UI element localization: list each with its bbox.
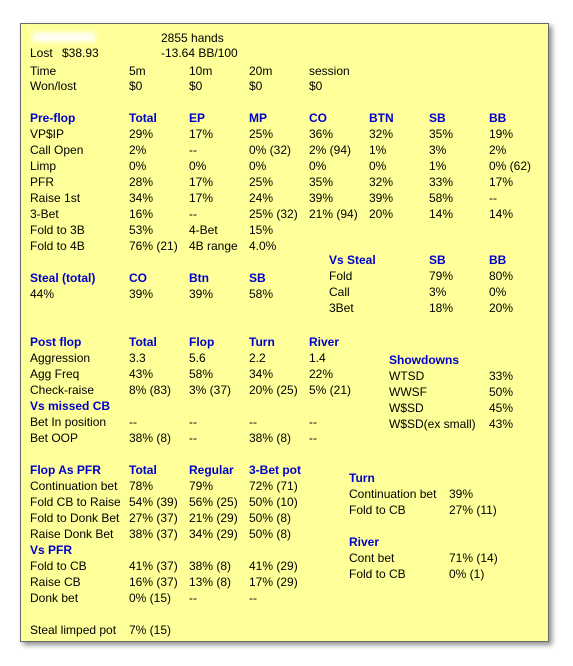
missed-cb-cell: -- <box>249 415 257 429</box>
preflop-cell: 0% <box>129 159 147 173</box>
flop-pfr-cell: 56% (25) <box>189 495 238 509</box>
preflop-cell: 2% (94) <box>309 143 352 157</box>
showdown-label: W$SD(ex small) <box>389 417 476 431</box>
postflop-cell: 1.4 <box>309 351 326 365</box>
postflop-header-0: Post flop <box>30 335 82 349</box>
preflop-cell: 17% <box>489 175 514 189</box>
won-lost-value-3: $0 <box>309 79 323 93</box>
river-heading: River <box>349 535 380 549</box>
postflop-row-label: Agg Freq <box>30 367 80 381</box>
steal-limped-label: Steal limped pot <box>30 623 117 637</box>
vs-pfr-cell: 17% (29) <box>249 575 298 589</box>
vs-steal-row-label: 3Bet <box>329 301 354 315</box>
preflop-cell: 4B range <box>189 239 238 253</box>
postflop-header-3: Turn <box>249 335 275 349</box>
preflop-cell: 17% <box>189 175 214 189</box>
vs-pfr-cell: 38% (8) <box>189 559 232 573</box>
flop-pfr-cell: 54% (39) <box>129 495 178 509</box>
vs-pfr-cell: 16% (37) <box>129 575 178 589</box>
flop-pfr-cell: 72% (71) <box>249 479 298 493</box>
steal-cell: 39% <box>129 287 154 301</box>
vs-pfr-cell: 0% (15) <box>129 591 172 605</box>
showdowns-heading: Showdowns <box>389 353 459 367</box>
time-window-1: 10m <box>189 64 213 78</box>
showdown-value: 43% <box>489 417 514 431</box>
preflop-cell: 39% <box>309 191 334 205</box>
preflop-cell: 15% <box>249 223 274 237</box>
preflop-row-label: 3-Bet <box>30 207 59 221</box>
postflop-cell: 8% (83) <box>129 383 172 397</box>
postflop-cell: 43% <box>129 367 154 381</box>
preflop-cell: 19% <box>489 127 514 141</box>
vs-missed-cb-heading: Vs missed CB <box>30 399 111 413</box>
preflop-row-label: Limp <box>30 159 57 173</box>
won-lost-value-2: $0 <box>249 79 263 93</box>
preflop-cell: 2% <box>129 143 147 157</box>
vs-pfr-row-label: Donk bet <box>30 591 79 605</box>
preflop-cell: 0% <box>309 159 327 173</box>
turn-row-label: Continuation bet <box>349 487 437 501</box>
preflop-cell: 29% <box>129 127 154 141</box>
postflop-cell: 2.2 <box>249 351 266 365</box>
river-cell: 71% (14) <box>449 551 498 565</box>
flop-pfr-cell: 50% (8) <box>249 527 292 541</box>
postflop-cell: 20% (25) <box>249 383 298 397</box>
postflop-row-label: Aggression <box>30 351 91 365</box>
preflop-cell: 0% <box>369 159 387 173</box>
preflop-cell: 24% <box>249 191 274 205</box>
vs-steal-row-label: Fold <box>329 269 353 283</box>
preflop-cell: -- <box>489 191 497 205</box>
missed-cb-row-label: Bet OOP <box>30 431 79 445</box>
preflop-row-label: Raise 1st <box>30 191 81 205</box>
preflop-header-4: CO <box>309 111 327 125</box>
preflop-cell: 32% <box>369 127 394 141</box>
preflop-header-2: EP <box>189 111 206 125</box>
preflop-cell: 32% <box>369 175 394 189</box>
time-window-2: 20m <box>249 64 273 78</box>
missed-cb-cell: -- <box>129 415 137 429</box>
steal-header-1: CO <box>129 271 147 285</box>
time-window-3: session <box>309 64 350 78</box>
showdown-value: 45% <box>489 401 514 415</box>
vs-steal-cell: 80% <box>489 269 514 283</box>
preflop-cell: 39% <box>369 191 394 205</box>
postflop-header-4: River <box>309 335 340 349</box>
preflop-row-label: Call Open <box>30 143 84 157</box>
flop-pfr-row-label: Fold CB to Raise <box>30 495 121 509</box>
vs-steal-cell: 79% <box>429 269 454 283</box>
preflop-cell: 21% (94) <box>309 207 358 221</box>
vs-pfr-cell: 41% (29) <box>249 559 298 573</box>
flop-pfr-cell: 78% <box>129 479 154 493</box>
preflop-cell: -- <box>189 207 197 221</box>
turn-cell: 39% <box>449 487 474 501</box>
preflop-cell: 16% <box>129 207 154 221</box>
steal-header-2: Btn <box>189 271 209 285</box>
missed-cb-cell: -- <box>309 431 317 445</box>
turn-cell: 27% (11) <box>449 503 497 517</box>
preflop-cell: 1% <box>429 159 447 173</box>
time-label: Time <box>30 64 57 78</box>
preflop-row-label: Fold to 3B <box>30 223 85 237</box>
missed-cb-row-label: Bet In position <box>30 415 107 429</box>
preflop-cell: 17% <box>189 191 214 205</box>
preflop-cell: 25% (32) <box>249 207 298 221</box>
postflop-row-label: Check-raise <box>30 383 95 397</box>
postflop-header-1: Total <box>129 335 157 349</box>
preflop-cell: 0% <box>249 159 267 173</box>
vs-steal-cell: 20% <box>489 301 514 315</box>
flop-pfr-row-label: Fold to Donk Bet <box>30 511 120 525</box>
steal-cell: 44% <box>30 287 55 301</box>
preflop-cell: 1% <box>369 143 387 157</box>
vs-steal-header-2: BB <box>489 253 507 267</box>
flop-pfr-cell: 50% (10) <box>249 495 298 509</box>
preflop-cell: 20% <box>369 207 394 221</box>
preflop-header-3: MP <box>249 111 267 125</box>
steal-cell: 39% <box>189 287 214 301</box>
vs-steal-cell: 18% <box>429 301 454 315</box>
river-cell: 0% (1) <box>449 567 485 581</box>
flop-pfr-row-label: Continuation bet <box>30 479 118 493</box>
preflop-row-label: VP$IP <box>30 127 65 141</box>
postflop-cell: 5% (21) <box>309 383 352 397</box>
preflop-row-label: PFR <box>30 175 54 189</box>
preflop-cell: 34% <box>129 191 154 205</box>
flop-pfr-cell: 38% (37) <box>129 527 178 541</box>
flop-pfr-cell: 27% (37) <box>129 511 178 525</box>
vs-steal-header-0: Vs Steal <box>329 253 376 267</box>
preflop-cell: 17% <box>189 127 214 141</box>
preflop-row-label: Fold to 4B <box>30 239 85 253</box>
steal-header-0: Steal (total) <box>30 271 96 285</box>
vs-pfr-row-label: Raise CB <box>30 575 81 589</box>
flop-pfr-header-0: Flop As PFR <box>30 463 101 477</box>
preflop-cell: 3% <box>429 143 447 157</box>
showdown-label: WWSF <box>389 385 427 399</box>
vs-steal-cell: 0% <box>489 285 507 299</box>
lost-label: Lost <box>30 46 53 60</box>
postflop-cell: 3.3 <box>129 351 146 365</box>
preflop-cell: 36% <box>309 127 334 141</box>
vs-steal-cell: 3% <box>429 285 447 299</box>
vs-pfr-cell: -- <box>189 591 197 605</box>
preflop-cell: 0% (32) <box>249 143 292 157</box>
lost-amount: $38.93 <box>62 46 99 60</box>
bb-per-100: -13.64 BB/100 <box>161 46 238 60</box>
won-lost-value-1: $0 <box>189 79 203 93</box>
flop-pfr-header-3: 3-Bet pot <box>249 463 301 477</box>
turn-heading: Turn <box>349 471 375 485</box>
preflop-cell: 0% <box>189 159 207 173</box>
preflop-cell: 4-Bet <box>189 223 218 237</box>
flop-pfr-row-label: Raise Donk Bet <box>30 527 114 541</box>
river-row-label: Fold to CB <box>349 567 406 581</box>
preflop-header-6: SB <box>429 111 446 125</box>
missed-cb-cell: -- <box>189 415 197 429</box>
player-name-redacted <box>33 32 95 42</box>
preflop-cell: 53% <box>129 223 154 237</box>
postflop-cell: 3% (37) <box>189 383 232 397</box>
preflop-cell: 0% (62) <box>489 159 532 173</box>
preflop-cell: 14% <box>429 207 454 221</box>
preflop-header-7: BB <box>489 111 507 125</box>
hud-stats-panel <box>20 23 549 642</box>
postflop-cell: 34% <box>249 367 274 381</box>
flop-pfr-cell: 34% (29) <box>189 527 238 541</box>
postflop-cell: 22% <box>309 367 334 381</box>
steal-header-3: SB <box>249 271 266 285</box>
preflop-cell: 76% (21) <box>129 239 178 253</box>
vs-pfr-cell: -- <box>249 591 257 605</box>
postflop-cell: 5.6 <box>189 351 206 365</box>
vs-pfr-heading: Vs PFR <box>30 543 73 557</box>
preflop-header-1: Total <box>129 111 157 125</box>
showdown-label: WTSD <box>389 369 425 383</box>
time-window-0: 5m <box>129 64 146 78</box>
flop-pfr-cell: 21% (29) <box>189 511 238 525</box>
missed-cb-cell: -- <box>309 415 317 429</box>
won-lost-label: Won/lost <box>30 79 77 93</box>
river-row-label: Cont bet <box>349 551 395 565</box>
postflop-cell: 58% <box>189 367 214 381</box>
preflop-cell: 33% <box>429 175 454 189</box>
steal-cell: 58% <box>249 287 274 301</box>
preflop-cell: 58% <box>429 191 454 205</box>
preflop-cell: 25% <box>249 127 274 141</box>
postflop-header-2: Flop <box>189 335 215 349</box>
showdown-value: 33% <box>489 369 514 383</box>
preflop-cell: -- <box>189 143 197 157</box>
hands-count: 2855 hands <box>161 31 224 45</box>
vs-steal-row-label: Call <box>329 285 350 299</box>
vs-pfr-row-label: Fold to CB <box>30 559 87 573</box>
missed-cb-cell: -- <box>189 431 197 445</box>
preflop-cell: 25% <box>249 175 274 189</box>
flop-pfr-cell: 79% <box>189 479 214 493</box>
preflop-header-0: Pre-flop <box>30 111 76 125</box>
flop-pfr-cell: 50% (8) <box>249 511 292 525</box>
vs-steal-header-1: SB <box>429 253 446 267</box>
turn-row-label: Fold to CB <box>349 503 406 517</box>
preflop-cell: 35% <box>429 127 454 141</box>
preflop-cell: 14% <box>489 207 514 221</box>
showdown-value: 50% <box>489 385 514 399</box>
won-lost-value-0: $0 <box>129 79 143 93</box>
flop-pfr-header-2: Regular <box>189 463 234 477</box>
steal-limped-value: 7% (15) <box>129 623 172 637</box>
preflop-header-5: BTN <box>369 111 394 125</box>
vs-pfr-cell: 13% (8) <box>189 575 232 589</box>
flop-pfr-header-1: Total <box>129 463 157 477</box>
preflop-cell: 2% <box>489 143 507 157</box>
vs-pfr-cell: 41% (37) <box>129 559 178 573</box>
missed-cb-cell: 38% (8) <box>249 431 292 445</box>
missed-cb-cell: 38% (8) <box>129 431 172 445</box>
preflop-cell: 28% <box>129 175 154 189</box>
preflop-cell: 35% <box>309 175 334 189</box>
preflop-cell: 4.0% <box>249 239 277 253</box>
showdown-label: W$SD <box>389 401 424 415</box>
